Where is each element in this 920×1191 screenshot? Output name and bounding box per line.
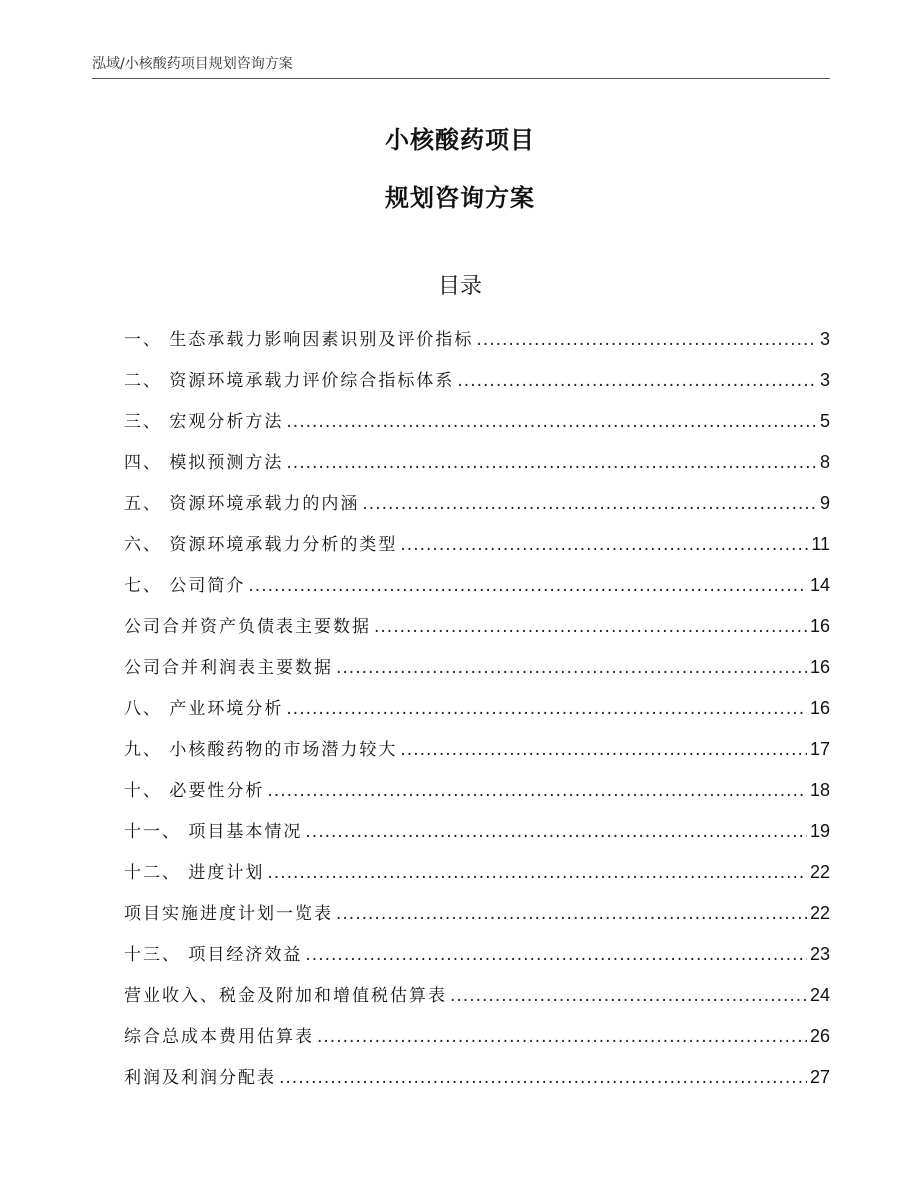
- toc-entry-page: 22: [809, 862, 830, 882]
- toc-entry-label: 九、 小核酸药物的市场潜力较大: [124, 740, 398, 760]
- toc-entry-page: 23: [809, 944, 830, 964]
- toc-entry-page: 18: [809, 780, 830, 800]
- toc-entry-page: 24: [809, 985, 830, 1005]
- toc-entry[interactable]: [124, 524, 830, 565]
- document-title-line-1: 小核酸药项目: [385, 126, 535, 154]
- toc-entry-label: 项目实施进度计划一览表: [124, 904, 333, 924]
- toc-entry[interactable]: [124, 401, 830, 442]
- toc-entry[interactable]: [124, 852, 830, 893]
- toc-entry[interactable]: [124, 893, 830, 934]
- table-of-contents: [124, 319, 830, 1098]
- toc-entry-label: 公司合并利润表主要数据: [124, 658, 333, 678]
- toc-entry-label: 营业收入、税金及附加和增值税估算表: [124, 986, 447, 1006]
- toc-entry[interactable]: [124, 811, 830, 852]
- toc-leader-dots: [317, 1017, 807, 1058]
- toc-entry-label: 五、 资源环境承载力的内涵: [124, 494, 360, 514]
- toc-entry-page: 11: [811, 534, 830, 554]
- toc-entry[interactable]: [124, 688, 830, 729]
- toc-entry-label: 十、 必要性分析: [124, 781, 265, 801]
- toc-leader-dots: [400, 730, 807, 771]
- toc-leader-dots: [267, 853, 807, 894]
- toc-leader-dots: [457, 361, 817, 402]
- toc-leader-dots: [279, 1058, 807, 1099]
- toc-entry[interactable]: [124, 647, 830, 688]
- toc-entry-label: 综合总成本费用估算表: [124, 1027, 314, 1047]
- toc-entry[interactable]: [124, 360, 830, 401]
- toc-entry-page: 8: [819, 452, 830, 472]
- toc-entry[interactable]: [124, 606, 830, 647]
- toc-entry-page: 27: [809, 1067, 830, 1087]
- toc-entry-page: 19: [809, 821, 830, 841]
- toc-entry-page: 16: [809, 616, 830, 636]
- toc-entry[interactable]: [124, 770, 830, 811]
- toc-leader-dots: [305, 935, 807, 976]
- toc-entry-label: 利润及利润分配表: [124, 1068, 276, 1088]
- toc-entry-page: 14: [809, 575, 830, 595]
- toc-entry-label: 十三、 项目经济效益: [124, 945, 303, 965]
- toc-entry[interactable]: [124, 1016, 830, 1057]
- toc-entry-page: 9: [819, 493, 830, 513]
- toc-leader-dots: [286, 443, 817, 484]
- toc-entry-label: 八、 产业环境分析: [124, 699, 284, 719]
- toc-entry-label: 三、 宏观分析方法: [124, 412, 284, 432]
- toc-entry[interactable]: [124, 483, 830, 524]
- toc-leader-dots: [400, 525, 808, 566]
- toc-entry-label: 十二、 进度计划: [124, 863, 265, 883]
- toc-leader-dots: [336, 894, 807, 935]
- toc-entry-label: 一、 生态承载力影响因素识别及评价指标: [124, 330, 474, 350]
- toc-entry[interactable]: [124, 934, 830, 975]
- toc-leader-dots: [286, 689, 807, 730]
- toc-entry[interactable]: [124, 1057, 830, 1098]
- toc-entry[interactable]: [124, 975, 830, 1016]
- header-divider: [92, 78, 830, 79]
- toc-entry[interactable]: [124, 565, 830, 606]
- toc-entry[interactable]: [124, 442, 830, 483]
- toc-entry-page: 3: [819, 370, 830, 390]
- toc-leader-dots: [305, 812, 807, 853]
- toc-entry-label: 公司合并资产负债表主要数据: [124, 617, 371, 637]
- toc-entry-label: 二、 资源环境承载力评价综合指标体系: [124, 371, 455, 391]
- toc-entry-label: 四、 模拟预测方法: [124, 453, 284, 473]
- toc-entry-page: 3: [819, 329, 830, 349]
- toc-entry-label: 六、 资源环境承载力分析的类型: [124, 535, 398, 555]
- toc-leader-dots: [450, 976, 807, 1017]
- toc-leader-dots: [336, 648, 807, 689]
- toc-entry-page: 16: [809, 698, 830, 718]
- toc-leader-dots: [286, 402, 817, 443]
- toc-leader-dots: [476, 320, 817, 361]
- toc-leader-dots: [374, 607, 807, 648]
- toc-entry[interactable]: [124, 319, 830, 360]
- toc-entry-page: 26: [809, 1026, 830, 1046]
- toc-leader-dots: [267, 771, 807, 812]
- toc-entry-page: 17: [809, 739, 830, 759]
- document-title-line-2: 规划咨询方案: [385, 184, 535, 212]
- toc-entry-page: 5: [819, 411, 830, 431]
- toc-entry-label: 七、 公司简介: [124, 576, 246, 596]
- toc-heading: 目录: [437, 274, 482, 299]
- toc-entry-label: 十一、 项目基本情况: [124, 822, 303, 842]
- page-header: 泓域/小核酸药项目规划咨询方案: [92, 56, 293, 72]
- toc-leader-dots: [248, 566, 807, 607]
- toc-entry-page: 16: [809, 657, 830, 677]
- toc-entry[interactable]: [124, 729, 830, 770]
- toc-entry-page: 22: [809, 903, 830, 923]
- toc-leader-dots: [362, 484, 817, 525]
